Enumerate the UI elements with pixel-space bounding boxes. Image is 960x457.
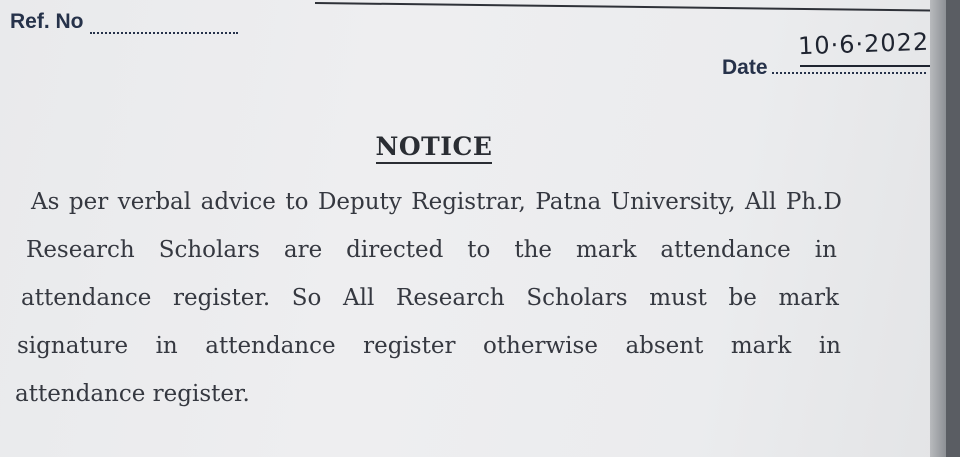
date-hand-underline bbox=[800, 65, 930, 67]
notice-line-2 bbox=[26, 237, 837, 263]
notice-word: absent bbox=[625, 333, 704, 359]
ref-dotted-line bbox=[90, 32, 238, 34]
notice-line-5: attendance register. bbox=[15, 381, 250, 407]
ref-number-field bbox=[10, 10, 238, 34]
notice-word: to bbox=[467, 237, 491, 263]
notice-word: in bbox=[814, 237, 837, 263]
ref-label: Ref. No bbox=[10, 10, 84, 33]
notice-word: in bbox=[155, 333, 178, 359]
notice-word: University, bbox=[610, 189, 736, 215]
notice-word: verbal bbox=[117, 189, 192, 215]
notice-word: Registrar, bbox=[411, 189, 526, 215]
notice-word: Scholars bbox=[158, 237, 260, 263]
notice-word: to bbox=[285, 189, 309, 215]
notice-word: are bbox=[283, 237, 323, 263]
notice-word: must bbox=[649, 285, 707, 311]
notice-word: in bbox=[818, 333, 841, 359]
notice-heading bbox=[0, 132, 868, 161]
date-label: Date bbox=[722, 56, 768, 79]
notice-word: attendance bbox=[660, 237, 791, 263]
notice-word: Patna bbox=[535, 189, 602, 215]
handwritten-date: 10·6·2022 bbox=[797, 27, 930, 61]
notice-word: advice bbox=[200, 189, 276, 215]
notice-line-1 bbox=[31, 189, 842, 215]
date-field-row bbox=[722, 27, 930, 80]
notice-word: As bbox=[31, 189, 60, 215]
notice-word: otherwise bbox=[482, 333, 598, 359]
notice-word: Scholars bbox=[526, 285, 628, 311]
notice-line-3 bbox=[21, 285, 839, 311]
notice-word: directed bbox=[346, 237, 444, 263]
date-dotted-line bbox=[772, 27, 930, 74]
notice-word: per bbox=[68, 189, 109, 215]
top-border-line bbox=[315, 2, 940, 12]
notice-word: signature bbox=[17, 333, 129, 359]
notice-word: attendance bbox=[205, 333, 336, 359]
notice-word: Research bbox=[396, 285, 505, 311]
notice-word: be bbox=[728, 285, 757, 311]
notice-word: So bbox=[291, 285, 322, 311]
notice-word: attendance bbox=[21, 285, 152, 311]
notice-word: Ph.D bbox=[785, 189, 842, 215]
notice-word: mark bbox=[730, 333, 792, 359]
notice-word: Research bbox=[26, 237, 135, 263]
notice-word: mark bbox=[778, 285, 839, 311]
notice-word: register bbox=[363, 333, 456, 359]
notice-word: All bbox=[745, 189, 777, 215]
page-edge-shadow bbox=[930, 0, 946, 457]
notice-word: register. bbox=[173, 285, 271, 311]
notice-title: NOTICE bbox=[376, 132, 493, 164]
notice-word: mark bbox=[575, 237, 637, 263]
notice-word: the bbox=[514, 237, 553, 263]
notice-line-4 bbox=[17, 333, 841, 359]
notice-word: All bbox=[343, 285, 375, 311]
notice-word: Deputy bbox=[317, 189, 402, 215]
